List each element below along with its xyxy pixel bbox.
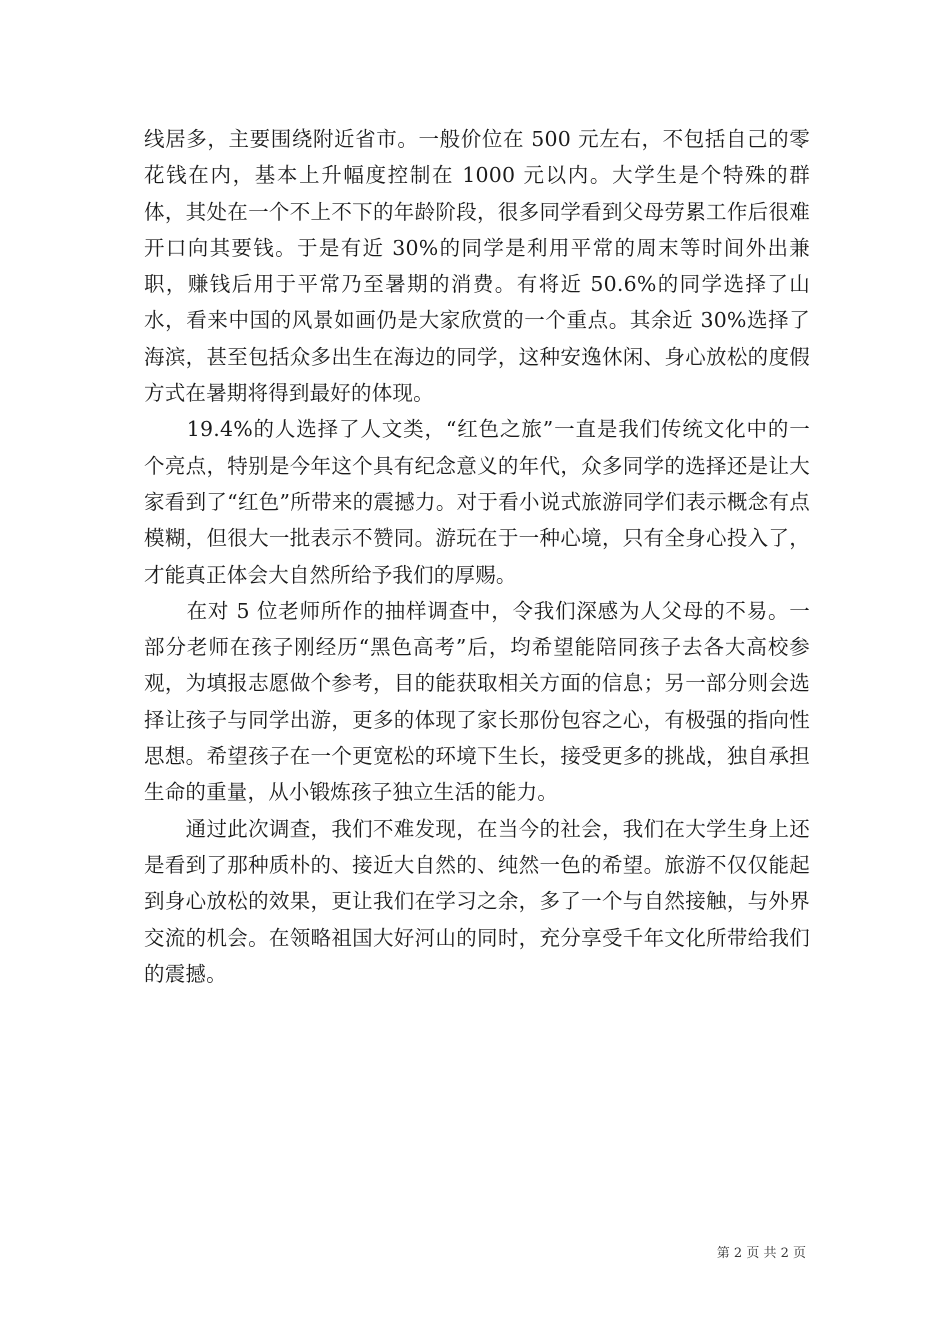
document-body: [144, 121, 810, 992]
paragraph-3: 在对 5 位老师所作的抽样调查中，令我们深感为人父母的不易。一部分老师在孩子刚经历“黑色高考”后，均希望能陪同孩子去各大高校参观，为填报志愿做个参考，目的能获取相关方面的信息；另一部分则会选择让孩子与同学出游，更多的体现了家长那份包容之心，有极强的指向性思想。希望孩子在一个更宽松的环境下生长，接受更多的挑战，独自承担生命的重量，从小锻炼孩子独立生活的能力。: [144, 598, 810, 805]
paragraph-1: 线居多，主要围绕附近省市。一般价位在 500 元左右，不包括自己的零花钱在内，基本上升幅度控制在 1000 元以内。大学生是个特殊的群体，其处在一个不上不下的年龄阶段，很多同学看到父母劳累工作后很难开口向其要钱。于是有近 30%的同学是利用平常的周末等时间外出兼职，赚钱后用于平常乃至暑期的消费。有将近 50.6%的同学选择了山水，看来中国的风景如画仍是大家欣赏的一个重点。其余近 30%选择了海滨，甚至包括众多出生在海边的同学，这种安逸休闲、身心放松的度假方式在暑期将得到最好的体现。: [144, 127, 810, 406]
page-number: 第 2 页 共 2 页: [716, 1246, 806, 1261]
paragraph-4: 通过此次调查，我们不难发现，在当今的社会，我们在大学生身上还是看到了那种质朴的、接近大自然的、纯然一色的希望。旅游不仅仅能起到身心放松的效果，更让我们在学习之余，多了一个与自然接触，与外界交流的机会。在领略祖国大好河山的同时，充分享受千年文化所带给我们的震撼。: [144, 816, 810, 986]
paragraph-2: 19.4%的人选择了人文类，“红色之旅”一直是我们传统文化中的一个亮点，特别是今年这个具有纪念意义的年代，众多同学的选择还是让大家看到了“红色”所带来的震撼力。对于看小说式旅游同学们表示概念有点模糊，但很大一批表示不赞同。游玩在于一种心境，只有全身心投入了，才能真正体会大自然所给予我们的厚赐。: [144, 417, 810, 587]
